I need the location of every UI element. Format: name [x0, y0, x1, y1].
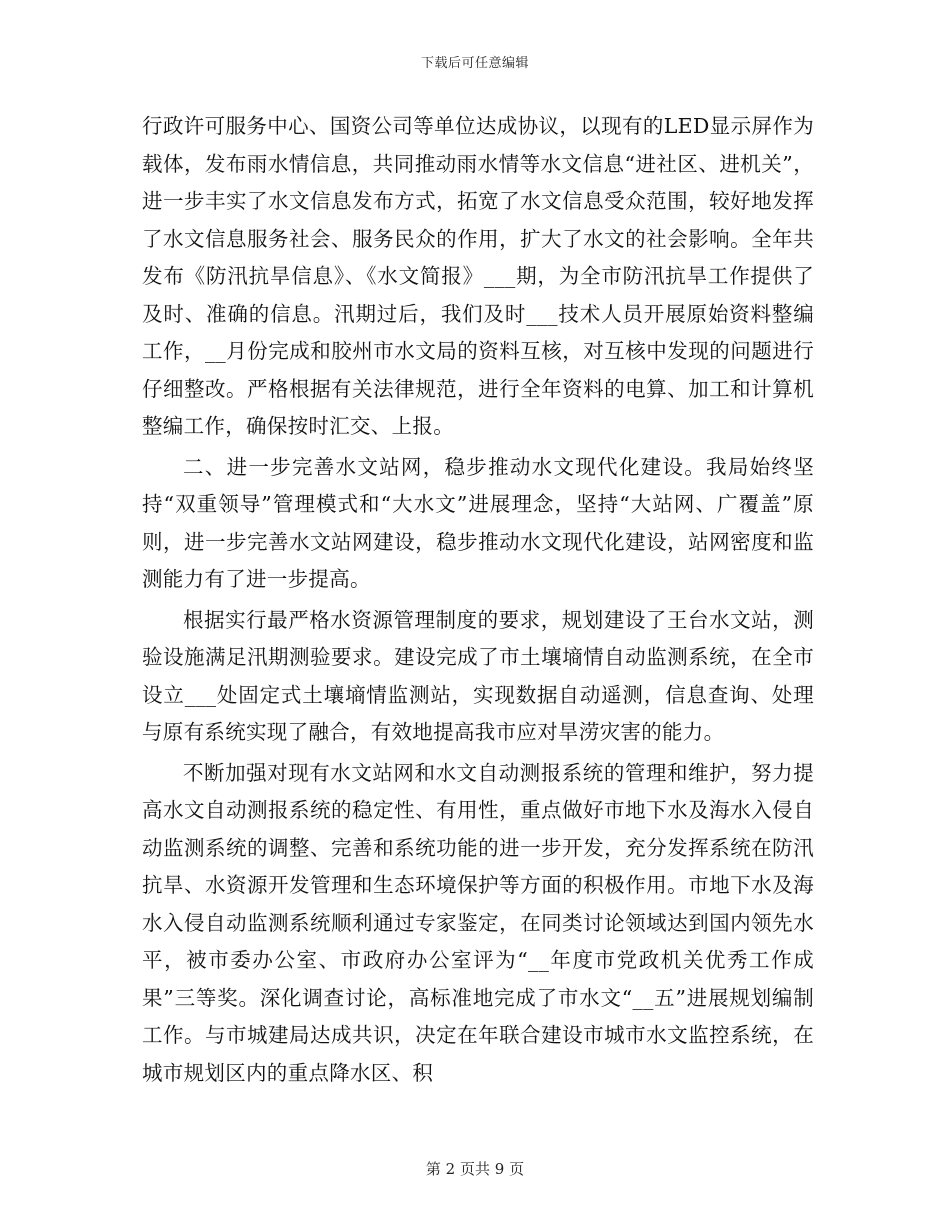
page-number: 第 2 页共 9 页 [425, 1160, 525, 1178]
paragraph-4: 不断加强对现有水文站网和水文自动测报系统的管理和维护，努力提高水文自动测报系统的稳定性、有用性，重点做好市地下水及海水入侵自动监测系统的调整、完善和系统功能的进一步开发，充分发挥系统在防汛抗旱、水资源开发管理和生态环境保护等方面的积极作用。市地下水及海水入侵自动监测系统顺利通过专家鉴定，在同类讨论领域达到国内领先水平，被市委办公室、市政府办公室评为“__年度市党政机关优秀工作成果”三等奖。深化调查讨论，高标准地完成了市水文“__五”进展规划编制工作。与市城建局达成共识，决定在年联合建设市城市水文监控系统，在城市规划区内的重点降水区、积 [142, 760, 814, 1085]
paragraph-2: 二、进一步完善水文站网，稳步推动水文现代化建设。我局始终坚持“双重领导”管理模式和“大水文”进展理念，坚持“大站网、广覆盖”原则，进一步完善水文站网建设，稳步推动水文现代化建设，站网密度和监测能力有了进一步提高。 [142, 454, 814, 591]
page-header: 下载后可任意编辑 [420, 56, 529, 71]
paragraph-3: 根据实行最严格水资源管理制度的要求，规划建设了王台水文站，测验设施满足汛期测验要求。建设完成了市土壤墒情自动监测系统，在全市设立___处固定式土壤墒情监测站，实现数据自动遥测，信息查询、处理与原有系统实现了融合，有效地提高我市应对旱涝灾害的能力。 [142, 607, 814, 744]
paragraph-1: 行政许可服务中心、国资公司等单位达成协议，以现有的LED显示屏作为载体，发布雨水情信息，共同推动雨水情等水文信息“进社区、进机关”，进一步丰实了水文信息发布方式，拓宽了水文信息受众范围，较好地发挥了水文信息服务社会、服务民众的作用，扩大了水文的社会影响。全年共发布《防汛抗旱信息》、《水文简报》___期，为全市防汛抗旱工作提供了及时、准确的信息。汛期过后，我们及时___技术人员开展原始资料整编工作，__月份完成和胶州市水文局的资料互核，对互核中发现的问题进行仔细整改。严格根据有关法律规范，进行全年资料的电算、加工和计算机整编工作，确保按时汇交、上报。 [142, 114, 814, 438]
document-body [142, 108, 814, 1092]
